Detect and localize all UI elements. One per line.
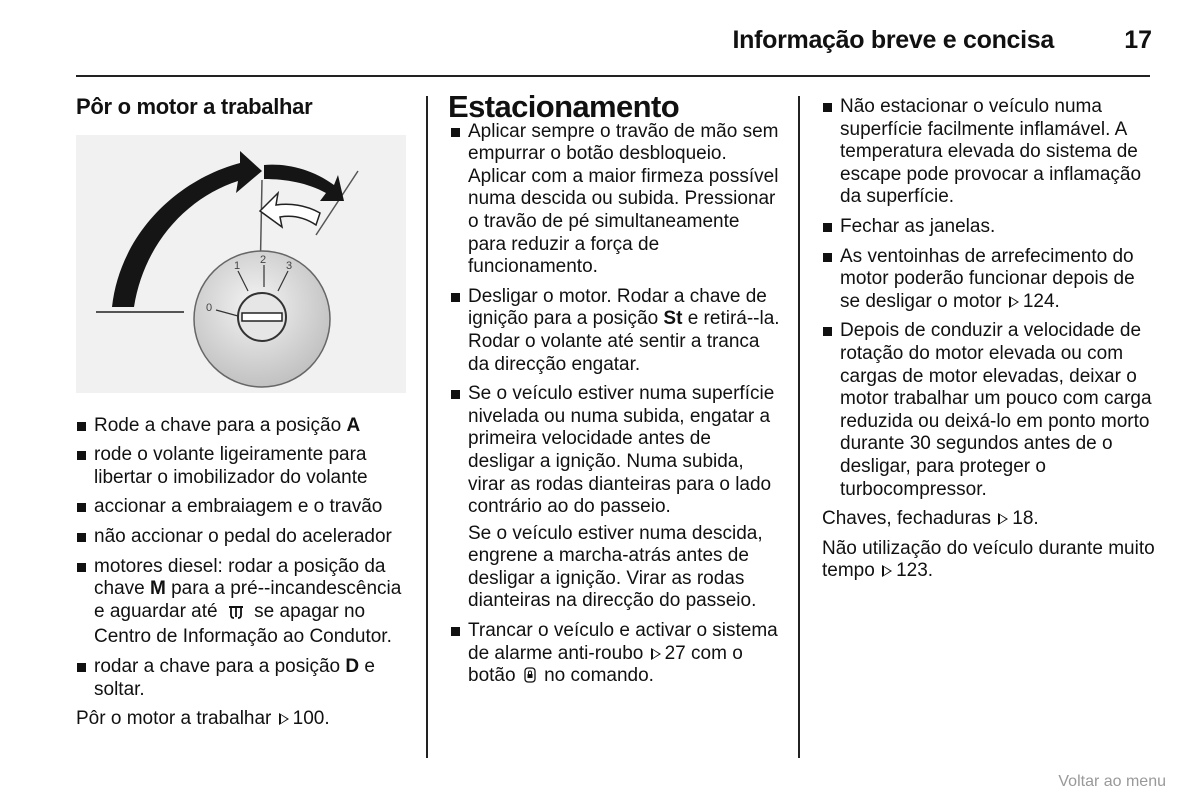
list-item-subparagraph: Se o veículo estiver numa descida, engrene a marcha-atrás antes de desligar a ignição. Virar as rodas dianteiras na direcção do passeio. <box>468 522 763 612</box>
ignition-diagram <box>76 135 406 393</box>
cross-reference-keys[interactable]: Chaves, fechaduras 18. <box>822 508 1039 530</box>
list-item: não accionar o pedal do acelerador <box>76 526 411 549</box>
column-divider-2 <box>798 96 800 758</box>
bullet-icon <box>77 563 86 572</box>
page-ref-link[interactable]: 27 <box>664 642 686 664</box>
bullet-icon <box>77 533 86 542</box>
column-parking <box>448 89 782 697</box>
page-ref-icon <box>998 513 1008 525</box>
list-item: As ventoinhas de arrefecimento do motor poderão funcionar depois de se desligar o motor 124. <box>822 246 1157 314</box>
section-heading-start-engine: Pôr o motor a trabalhar <box>76 94 313 119</box>
key-position-label: 3 <box>286 259 293 272</box>
page-number: 17 <box>1124 26 1152 54</box>
list-item: Fechar as janelas. <box>822 216 1157 239</box>
bullet-icon <box>451 627 460 636</box>
parking-list-continued <box>822 96 1157 501</box>
page-ref-icon <box>279 713 289 725</box>
cross-reference-start-engine[interactable]: Pôr o motor a trabalhar 100. <box>76 708 330 730</box>
bullet-icon <box>823 103 832 112</box>
list-item: motores diesel: rodar a posição da chave M para a pré--incandescência e aguardar até se apagar no Centro de Informação ao Condutor. <box>76 556 411 649</box>
page-ref-icon <box>1009 296 1019 308</box>
list-item: Não estacionar o veículo numa superfície facilmente inflamável. A temperatura elevada do sistema de escape pode provocar a inflamação da superfície. <box>822 96 1157 209</box>
column-start-engine <box>76 96 411 738</box>
page-ref-link[interactable]: 124. <box>1022 290 1060 312</box>
bullet-icon <box>77 503 86 512</box>
list-item: rode o volante ligeiramente para libertar o imobilizador do volante <box>76 444 411 489</box>
key-position-label: 0 <box>206 301 213 314</box>
list-item: Se o veículo estiver numa superfície nivelada ou numa subida, engatar a primeira velocidade antes de desligar a ignição. Numa subida, virar as rodas dianteiras para o lado contrário ao do passeio. Se o veículo estiver numa descida, engrene a marcha-atrás antes de desligar a ignição. Virar as rodas dianteiras na direcção do passeio. <box>450 383 782 613</box>
start-steps-list <box>76 415 411 702</box>
list-item: Trancar o veículo e activar o sistema de alarme anti-roubo 27 com o botão no comando. <box>450 620 782 690</box>
parking-list <box>450 121 782 690</box>
page-header-title: Informação breve e concisa <box>732 26 1054 54</box>
bullet-icon <box>451 293 460 302</box>
lock-button-icon <box>524 667 536 690</box>
bullet-icon <box>823 223 832 232</box>
bullet-icon <box>823 327 832 336</box>
list-item: Depois de conduzir a velocidade de rotação do motor elevada ou com cargas de motor elevadas, deixar o motor trabalhar um pouco com carga reduzida ou deixá-lo em ponto morto durante 30 segundos antes de o desligar, para proteger o turbocompressor. <box>822 320 1157 501</box>
page-ref-icon <box>882 565 892 577</box>
glow-plug-icon <box>227 604 245 627</box>
list-item: Rode a chave para a posição A <box>76 415 411 438</box>
list-item: Aplicar sempre o travão de mão sem empurrar o botão desbloqueio. Aplicar com a maior firmeza possível numa descida ou subida. Pressionar o travão de pé simultaneamente para reduzir a força de funcionamento. <box>450 121 782 279</box>
list-item: Desligar o motor. Rodar a chave de ignição para a posição St e retirá--la. Rodar o volante até sentir a tranca da direcção engatar. <box>450 286 782 376</box>
bullet-icon <box>77 663 86 672</box>
bullet-icon <box>451 128 460 137</box>
page-ref-icon <box>651 648 661 660</box>
key-position-label: 2 <box>260 253 267 266</box>
list-item: rodar a chave para a posição D e soltar. <box>76 656 411 701</box>
bullet-icon <box>451 390 460 399</box>
section-heading-parking: Estacionamento <box>448 89 680 124</box>
header-divider <box>76 75 1150 77</box>
back-to-menu-link[interactable]: Voltar ao menu <box>1058 773 1166 790</box>
ignition-key-illustration <box>76 135 406 393</box>
key-position-label: 1 <box>234 259 241 272</box>
bullet-icon <box>823 253 832 262</box>
list-item: accionar a embraiagem e o travão <box>76 496 411 519</box>
column-parking-continued <box>822 96 1157 590</box>
bullet-icon <box>77 451 86 460</box>
cross-reference-storage[interactable]: Não utilização do veículo durante muito tempo 123. <box>822 537 1155 582</box>
bullet-icon <box>77 422 86 431</box>
column-divider-1 <box>426 96 428 758</box>
